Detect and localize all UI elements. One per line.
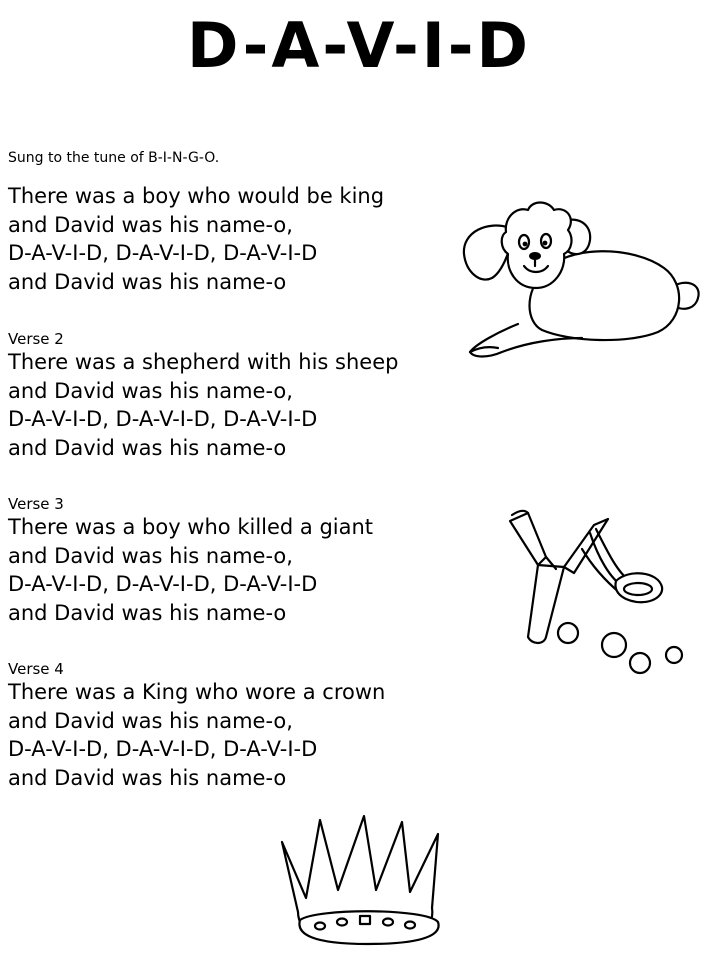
verse-line: and David was his name-o — [8, 600, 287, 625]
verse-1 — [8, 182, 384, 296]
verse-line: D-A-V-I-D, D-A-V-I-D, D-A-V-I-D — [8, 407, 318, 431]
verse-line: and David was his name-o, — [8, 378, 293, 403]
verse-2-label: Verse 2 — [8, 330, 64, 348]
verse-line: and David was his name-o, — [8, 543, 293, 568]
subtitle: Sung to the tune of B-I-N-G-O. — [8, 150, 220, 166]
verse-line: and David was his name-o — [8, 269, 287, 294]
verse-line: and David was his name-o, — [8, 708, 293, 733]
slingshot-icon — [498, 503, 698, 688]
verse-line: and David was his name-o — [8, 435, 287, 460]
verse-2 — [8, 348, 398, 462]
sheep-icon — [458, 192, 708, 367]
verse-4-label: Verse 4 — [8, 660, 64, 678]
page-title: D-A-V-I-D — [186, 9, 532, 82]
verse-line: and David was his name-o, — [8, 212, 293, 237]
verse-line: and David was his name-o — [8, 765, 287, 790]
verse-4 — [8, 678, 385, 792]
verse-3 — [8, 513, 373, 627]
verse-line: D-A-V-I-D, D-A-V-I-D, D-A-V-I-D — [8, 737, 318, 761]
verse-3-label: Verse 3 — [8, 495, 64, 513]
verse-line: There was a boy who killed a giant — [8, 515, 374, 539]
verse-line: D-A-V-I-D, D-A-V-I-D, D-A-V-I-D — [8, 572, 318, 596]
verse-line: There was a boy who would be king — [8, 184, 385, 208]
verse-line: There was a shepherd with his sheep — [8, 350, 399, 374]
verse-line: D-A-V-I-D, D-A-V-I-D, D-A-V-I-D — [8, 241, 318, 265]
crown-icon — [276, 812, 461, 957]
verse-line: There was a King who wore a crown — [8, 680, 386, 704]
